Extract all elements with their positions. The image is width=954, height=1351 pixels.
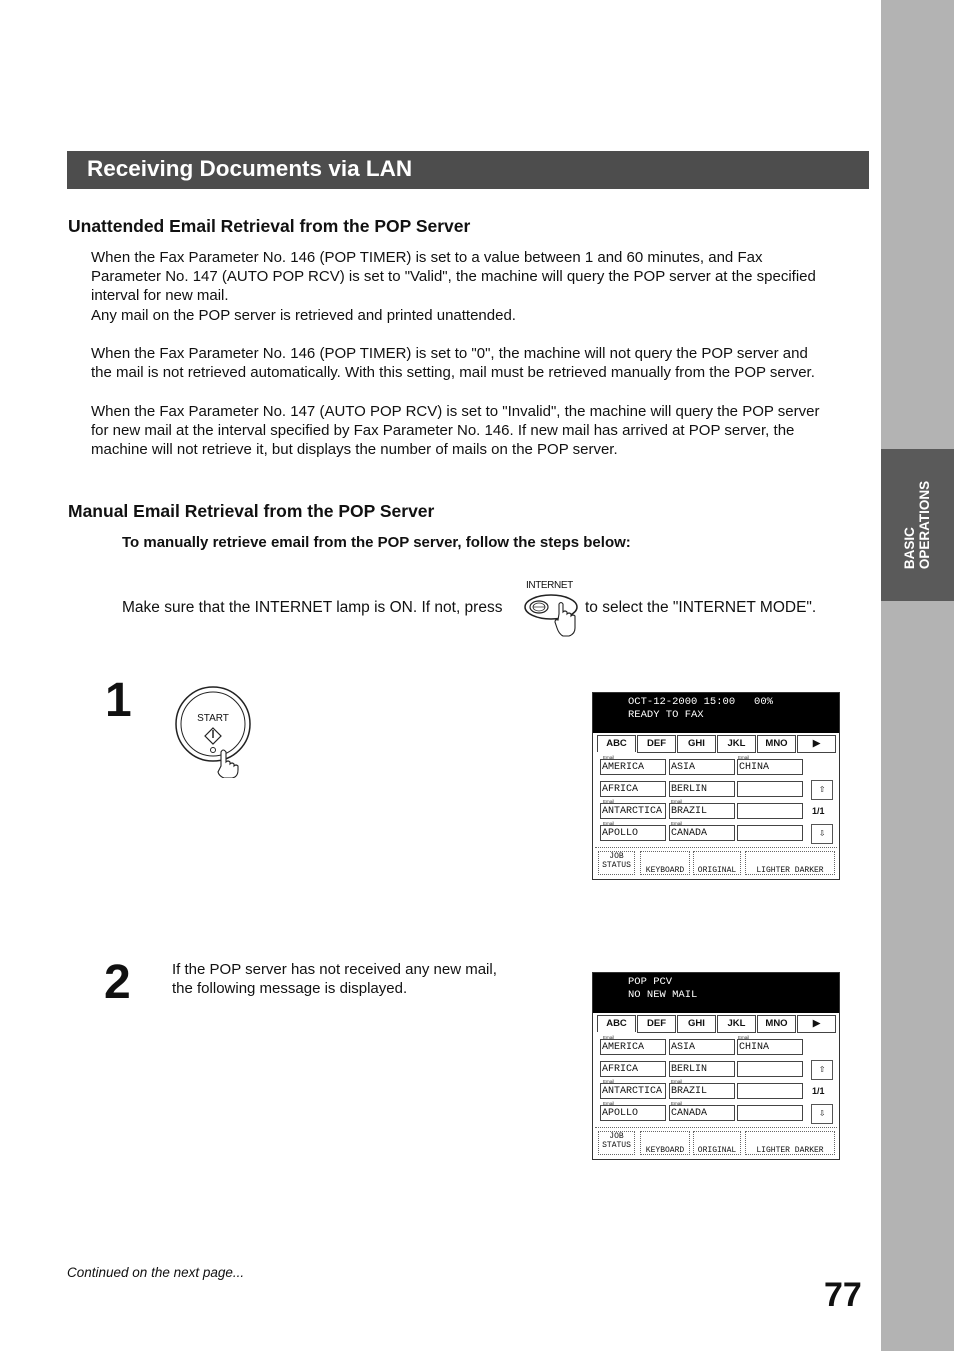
internet-instruction-a: Make sure that the INTERNET lamp is ON. If not, press (122, 599, 503, 616)
tab-def[interactable]: DEF (637, 735, 676, 753)
speed-dial-berlin[interactable]: BERLIN (669, 1061, 735, 1077)
speed-dial-africa[interactable]: AFRICA (600, 1061, 666, 1077)
speed-dial-empty[interactable] (737, 1061, 803, 1077)
contrast-control[interactable]: LIGHTER DARKER (745, 1131, 835, 1155)
page-indicator: 1/1 (812, 806, 825, 816)
title-bar (67, 151, 869, 189)
speed-dial-canada[interactable]: CANADA (669, 825, 735, 841)
speed-dial-apollo[interactable]: APOLLO (600, 825, 666, 841)
tab-abc[interactable]: ABC (597, 1015, 636, 1032)
lcd-panel-ready: OCT-12-2000 15:00 00% READY TO FAX ABC DEF GHI JKL MNO ▶ Email Email AMERICA ASIA CHINA AFRICA BERLIN Email Email ANTARCTICA BRAZIL Email Email APOLLO CANADA ⇧ 1/1 ⇩ JOB STATUS KEYBOARD ORIGINAL LIGHTER DARKER (592, 692, 840, 880)
paragraph-1: When the Fax Parameter No. 146 (POP TIMER) is set to a value between 1 and 60 minutes, and Fax Parameter No. 147 (AUTO POP RCV) is set to "Valid", the machine will query the POP server at the specified interval for new mail. Any mail on the POP server is retrieved and printed unattended. (91, 249, 816, 324)
lcd-screen: POP PCV NO NEW MAIL (593, 973, 839, 1013)
job-status-button[interactable]: JOB STATUS (598, 851, 635, 875)
speed-dial-brazil[interactable]: BRAZIL (669, 803, 735, 819)
scroll-down-icon[interactable]: ⇩ (811, 1104, 833, 1124)
tab-mno[interactable]: MNO (757, 735, 796, 753)
speed-dial-empty[interactable] (737, 1105, 803, 1121)
speed-dial-china[interactable]: CHINA (737, 1039, 803, 1055)
tab-mno[interactable]: MNO (757, 1015, 796, 1033)
start-button-label: START (197, 713, 229, 724)
section-tab (881, 449, 954, 601)
steps-intro: To manually retrieve email from the POP server, follow the steps below: (122, 534, 631, 551)
tab-jkl[interactable]: JKL (717, 735, 756, 753)
internet-key-label: INTERNET (526, 580, 573, 591)
speed-dial-empty[interactable] (737, 781, 803, 797)
side-strip (881, 0, 954, 1351)
job-status-button[interactable]: JOB STATUS (598, 1131, 635, 1155)
tab-jkl[interactable]: JKL (717, 1015, 756, 1033)
tab-next[interactable]: ▶ (797, 1015, 836, 1033)
original-button[interactable]: ORIGINAL (693, 851, 741, 875)
speed-dial-asia[interactable]: ASIA (669, 759, 735, 775)
speed-dial-africa[interactable]: AFRICA (600, 781, 666, 797)
continued-note: Continued on the next page... (67, 1265, 245, 1280)
page-indicator: 1/1 (812, 1086, 825, 1096)
speed-dial-apollo[interactable]: APOLLO (600, 1105, 666, 1121)
step-number-1: 1 (105, 674, 132, 727)
keyboard-button[interactable]: KEYBOARD (640, 1131, 690, 1155)
speed-dial-america[interactable]: AMERICA (600, 759, 666, 775)
start-button-icon (172, 686, 254, 778)
speed-dial-empty[interactable] (737, 1083, 803, 1099)
tab-ghi[interactable]: GHI (677, 1015, 716, 1033)
scroll-up-icon[interactable]: ⇧ (811, 1060, 833, 1080)
speed-dial-empty[interactable] (737, 803, 803, 819)
speed-dial-berlin[interactable]: BERLIN (669, 781, 735, 797)
original-button[interactable]: ORIGINAL (693, 1131, 741, 1155)
section-tab-label: BASIC OPERATIONS (902, 480, 932, 570)
step-number-2: 2 (104, 956, 131, 1009)
paragraph-2: When the Fax Parameter No. 146 (POP TIMER) is set to "0", the machine will not query the POP server and the mail is not retrieved automatically. With this setting, mail must be retrieved manually from the POP server. (91, 345, 815, 382)
lcd-panel-no-new-mail: POP PCV NO NEW MAIL ABC DEF GHI JKL MNO ▶ Email Email AMERICA ASIA CHINA AFRICA BERLIN Email Email ANTARCTICA BRAZIL Email Email APOLLO CANADA ⇧ 1/1 ⇩ JOB STATUS KEYBOARD ORIGINAL LIGHTER DARKER (592, 972, 840, 1160)
scroll-down-icon[interactable]: ⇩ (811, 824, 833, 844)
start-button[interactable] (172, 686, 254, 778)
tab-ghi[interactable]: GHI (677, 735, 716, 753)
paragraph-3: When the Fax Parameter No. 147 (AUTO POP RCV) is set to "Invalid", the machine will query the POP server for new mail at the interval specified by Fax Parameter No. 146. If new mail has arrived at POP server, the machine will not retrieve it, but displays the number of mails on the POP server. (91, 403, 820, 459)
speed-dial-empty[interactable] (737, 825, 803, 841)
section-heading-unattended: Unattended Email Retrieval from the POP Server (68, 216, 471, 236)
section-heading-manual: Manual Email Retrieval from the POP Server (68, 501, 435, 521)
keyboard-button[interactable]: KEYBOARD (640, 851, 690, 875)
speed-dial-america[interactable]: AMERICA (600, 1039, 666, 1055)
page-number: 77 (824, 1276, 862, 1314)
tab-def[interactable]: DEF (637, 1015, 676, 1033)
page-title: Receiving Documents via LAN (87, 156, 413, 181)
speed-dial-canada[interactable]: CANADA (669, 1105, 735, 1121)
tab-abc[interactable]: ABC (597, 735, 636, 752)
speed-dial-asia[interactable]: ASIA (669, 1039, 735, 1055)
internet-button-icon[interactable] (523, 592, 583, 640)
contrast-control[interactable]: LIGHTER DARKER (745, 851, 835, 875)
tab-next[interactable]: ▶ (797, 735, 836, 753)
speed-dial-brazil[interactable]: BRAZIL (669, 1083, 735, 1099)
speed-dial-china[interactable]: CHINA (737, 759, 803, 775)
scroll-up-icon[interactable]: ⇧ (811, 780, 833, 800)
lcd-screen: OCT-12-2000 15:00 00% READY TO FAX (593, 693, 839, 733)
step-2-text: If the POP server has not received any new mail, the following message is displayed. (172, 961, 497, 998)
internet-instruction-b: to select the "INTERNET MODE". (585, 599, 817, 616)
speed-dial-antarctica[interactable]: ANTARCTICA (600, 1083, 666, 1099)
speed-dial-antarctica[interactable]: ANTARCTICA (600, 803, 666, 819)
